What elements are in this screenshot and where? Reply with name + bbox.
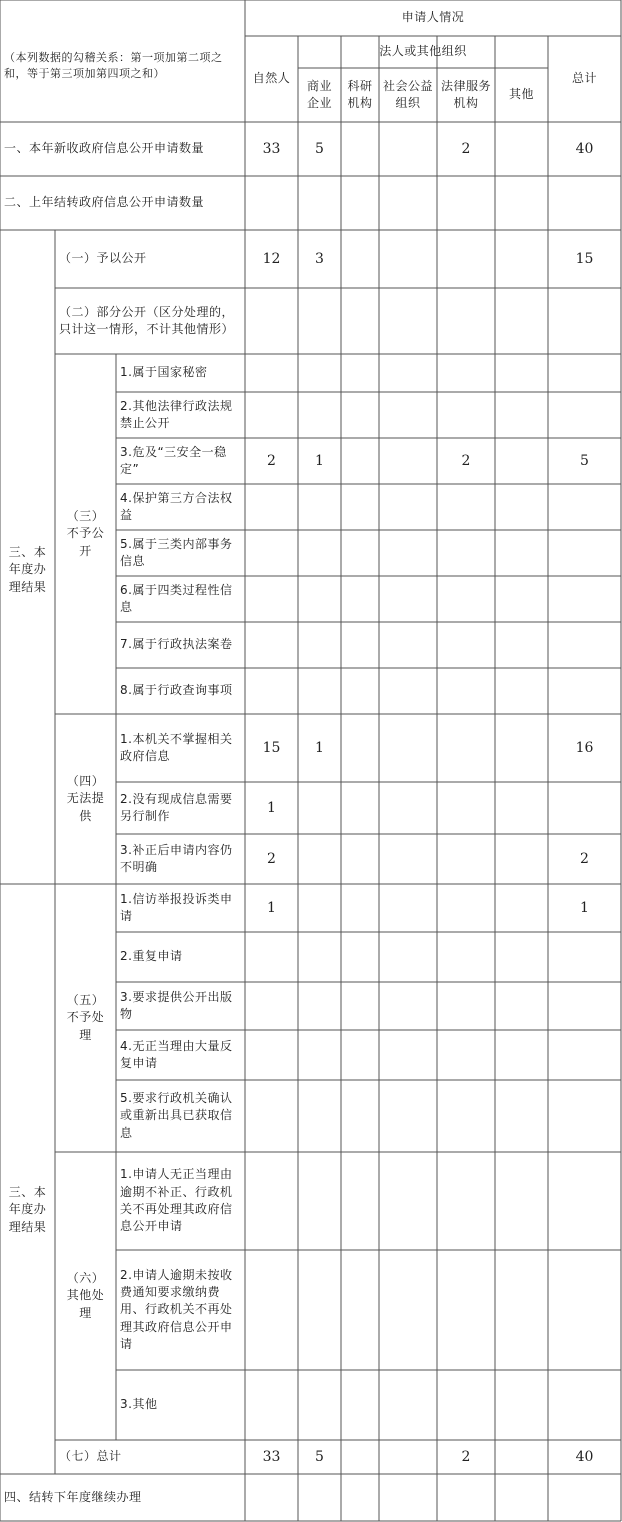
row-new-requests-value-4-text: 2 — [461, 140, 471, 157]
refused-group-item-6-label-text: 6.属于四类过程性信息 — [120, 582, 233, 614]
not-processed-group-item-3-value-0 — [245, 982, 298, 1030]
not-processed-group-item-1-label — [116, 884, 245, 932]
other-group-item-3-value-0 — [245, 1370, 298, 1440]
refused-group-item-1-value-1 — [298, 354, 341, 392]
row-total-value-6 — [548, 1440, 621, 1474]
row-carried-over-value-3 — [379, 176, 437, 230]
not-processed-group-item-4-value-3 — [379, 1030, 437, 1080]
row-new-requests-value-0-text: 33 — [262, 140, 281, 157]
row-carry-forward-value-5 — [495, 1474, 548, 1521]
not-processed-group-item-1-value-3 — [379, 884, 437, 932]
row-total-value-0 — [245, 1440, 298, 1474]
other-group-item-3-value-5 — [495, 1370, 548, 1440]
other-group-item-2-value-4 — [437, 1250, 495, 1370]
not-processed-group-item-5-value-0 — [245, 1080, 298, 1152]
row-total-value-1-text: 5 — [315, 1448, 324, 1465]
refused-group-item-3-value-2 — [341, 438, 379, 484]
row-new-requests-value-6 — [548, 122, 621, 176]
row-disclosed-value-6-text: 15 — [575, 250, 594, 267]
row-new-requests-value-3 — [379, 122, 437, 176]
refused-group-item-8-label-text: 8.属于行政查询事项 — [120, 683, 233, 698]
row-carried-over-value-6 — [548, 176, 621, 230]
not-processed-group-item-3-value-6 — [548, 982, 621, 1030]
refused-group-item-6-value-5 — [495, 576, 548, 622]
row-total-value-5 — [495, 1440, 548, 1474]
header-col-2-text: 科研 机构 — [347, 78, 373, 110]
header-note — [0, 30, 245, 102]
refused-group-item-4-value-6 — [548, 484, 621, 530]
not-processed-group-item-1-value-0-text: 1 — [267, 899, 276, 916]
refused-group-item-5-value-1 — [298, 530, 341, 576]
refused-group-item-4-value-2 — [341, 484, 379, 530]
refused-group-item-8-value-0 — [245, 668, 298, 714]
not-processed-group-item-3-value-2 — [341, 982, 379, 1030]
not-processed-group-item-5-label — [116, 1080, 245, 1152]
not-processed-group-item-2-value-3 — [379, 932, 437, 982]
not-processed-group-item-3-value-5 — [495, 982, 548, 1030]
row-total-value-1 — [298, 1440, 341, 1474]
unavailable-group-item-2-value-5 — [495, 782, 548, 834]
refused-group-item-2-label-text: 2.其他法律行政法规禁止公开 — [120, 398, 233, 430]
row-total-value-3 — [379, 1440, 437, 1474]
section-3-label-bottom-text: 三、本 年度办 理结果 — [8, 1184, 47, 1234]
row-partial-label-text: （二）部分公开（区分处理的，只计这一情形，不计其他情形） — [59, 304, 235, 336]
other-group-item-1-value-5 — [495, 1152, 548, 1250]
refused-group-item-7-value-3 — [379, 622, 437, 668]
refused-group-item-7-value-2 — [341, 622, 379, 668]
unavailable-group-item-1-value-0 — [245, 714, 298, 782]
unavailable-group-label — [55, 714, 116, 884]
refused-group-item-5-value-6 — [548, 530, 621, 576]
not-processed-group-item-3-label — [116, 982, 245, 1030]
refused-group-item-6-label — [116, 576, 245, 622]
row-total-label-text: （七）总计 — [59, 1449, 122, 1464]
row-new-requests-value-1-text: 5 — [315, 140, 324, 157]
unavailable-group-item-3-value-4 — [437, 834, 495, 884]
refused-group-item-1-value-2 — [341, 354, 379, 392]
refused-group-item-5-value-2 — [341, 530, 379, 576]
not-processed-group-item-3-value-1 — [298, 982, 341, 1030]
header-natural-person — [245, 36, 298, 122]
refused-group-item-3-label-text: 3.危及“三安全一稳定” — [120, 444, 227, 476]
unavailable-group-item-3-value-0-text: 2 — [267, 850, 276, 867]
row-carried-over-label — [0, 176, 245, 230]
other-group-item-1-value-6 — [548, 1152, 621, 1250]
row-carried-over-label-text: 二、上年结转政府信息公开申请数量 — [4, 195, 205, 210]
refused-group-item-6-value-0 — [245, 576, 298, 622]
header-col-4-text: 法律服务 机构 — [440, 78, 491, 110]
row-disclosed-value-0 — [245, 230, 298, 288]
other-group-item-2-value-0 — [245, 1250, 298, 1370]
unavailable-group-item-2-value-6 — [548, 782, 621, 834]
not-processed-group-item-2-value-4 — [437, 932, 495, 982]
refused-group-item-5-label — [116, 530, 245, 576]
refused-group-item-8-value-3 — [379, 668, 437, 714]
row-new-requests-value-6-text: 40 — [575, 140, 594, 157]
refused-group-item-7-label — [116, 622, 245, 668]
not-processed-group-item-2-value-2 — [341, 932, 379, 982]
row-new-requests-value-5 — [495, 122, 548, 176]
row-total-value-0-text: 33 — [262, 1448, 281, 1465]
row-disclosed-value-2 — [341, 230, 379, 288]
not-processed-group-item-4-value-6 — [548, 1030, 621, 1080]
row-carried-over-value-4 — [437, 176, 495, 230]
row-new-requests-value-0 — [245, 122, 298, 176]
section-3-label-top-text: 三、本 年度办 理结果 — [8, 544, 47, 594]
refused-group-item-6-value-3 — [379, 576, 437, 622]
unavailable-group-item-3-label-text: 3.补正后申请内容仍不明确 — [120, 842, 233, 874]
unavailable-group-item-1-label — [116, 714, 245, 782]
section-3-label-bottom — [0, 1100, 55, 1320]
refused-group-item-2-value-6 — [548, 392, 621, 438]
refused-group-item-4-value-5 — [495, 484, 548, 530]
unavailable-group-item-2-value-3 — [379, 782, 437, 834]
header-col-1 — [298, 68, 341, 122]
refused-group-item-2-value-1 — [298, 392, 341, 438]
row-disclosed-label — [55, 230, 245, 288]
refused-group-item-3-value-0-text: 2 — [267, 452, 276, 469]
refused-group-item-3-value-5 — [495, 438, 548, 484]
other-group-label-text: （六） 其他处 理 — [66, 1270, 105, 1320]
refused-group-item-4-label-text: 4.保护第三方合法权益 — [120, 490, 233, 522]
refused-group-item-3-value-3 — [379, 438, 437, 484]
unavailable-group-item-1-label-text: 1.本机关不掌握相关政府信息 — [120, 731, 233, 763]
row-disclosed-value-4 — [437, 230, 495, 288]
not-processed-group-item-3-label-text: 3.要求提供公开出版物 — [120, 989, 233, 1021]
unavailable-group-item-1-value-5 — [495, 714, 548, 782]
row-disclosed-value-0-text: 12 — [262, 250, 281, 267]
row-carry-forward-value-0 — [245, 1474, 298, 1521]
refused-group-item-5-value-0 — [245, 530, 298, 576]
not-processed-group-item-2-value-1 — [298, 932, 341, 982]
header-legal-org-text: 法人或其他组织 — [379, 44, 467, 59]
refused-group-item-2-value-3 — [379, 392, 437, 438]
refused-group-item-3-value-4 — [437, 438, 495, 484]
refused-group-item-3-value-6-text: 5 — [580, 452, 589, 469]
not-processed-group-item-1-value-0 — [245, 884, 298, 932]
unavailable-group-item-1-value-3 — [379, 714, 437, 782]
not-processed-group-label — [55, 884, 116, 1152]
not-processed-group-item-2-label — [116, 932, 245, 982]
row-new-requests-value-2 — [341, 122, 379, 176]
other-group-item-2-value-1 — [298, 1250, 341, 1370]
not-processed-group-item-3-value-3 — [379, 982, 437, 1030]
row-carry-forward-label-text: 四、结转下年度继续办理 — [4, 1489, 142, 1504]
refused-group-item-7-value-0 — [245, 622, 298, 668]
row-carry-forward-value-4 — [437, 1474, 495, 1521]
not-processed-group-item-5-value-3 — [379, 1080, 437, 1152]
row-new-requests-value-4 — [437, 122, 495, 176]
refused-group-item-3-value-0 — [245, 438, 298, 484]
other-group-item-1-value-1 — [298, 1152, 341, 1250]
not-processed-group-item-5-value-2 — [341, 1080, 379, 1152]
unavailable-group-item-3-value-2 — [341, 834, 379, 884]
not-processed-group-item-5-value-6 — [548, 1080, 621, 1152]
header-col-3 — [379, 68, 437, 122]
refused-group-item-1-value-6 — [548, 354, 621, 392]
unavailable-group-item-2-label — [116, 782, 245, 834]
refused-group-item-2-value-0 — [245, 392, 298, 438]
unavailable-group-item-2-label-text: 2.没有现成信息需要另行制作 — [120, 791, 233, 823]
row-carried-over-value-2 — [341, 176, 379, 230]
refused-group-item-1-value-5 — [495, 354, 548, 392]
row-carry-forward-value-3 — [379, 1474, 437, 1521]
unavailable-group-item-1-value-4 — [437, 714, 495, 782]
not-processed-group-item-2-label-text: 2.重复申请 — [120, 949, 183, 964]
not-processed-group-item-1-label-text: 1.信访举报投诉类申请 — [120, 891, 233, 923]
refused-group-item-1-value-4 — [437, 354, 495, 392]
other-group-item-1-value-4 — [437, 1152, 495, 1250]
unavailable-group-item-2-value-0 — [245, 782, 298, 834]
row-partial-value-0 — [245, 288, 298, 354]
other-group-item-2-value-5 — [495, 1250, 548, 1370]
not-processed-group-item-1-value-4 — [437, 884, 495, 932]
refused-group-item-7-label-text: 7.属于行政执法案卷 — [120, 637, 233, 652]
header-natural-person-text: 自然人 — [252, 71, 291, 86]
row-partial-label — [55, 288, 245, 354]
refused-group-item-2-value-2 — [341, 392, 379, 438]
unavailable-group-item-1-value-2 — [341, 714, 379, 782]
not-processed-group-item-5-label-text: 5.要求行政机关确认或重新出具已获取信息 — [120, 1090, 233, 1140]
other-group-item-2-value-2 — [341, 1250, 379, 1370]
header-col-3-text: 社会公益 组织 — [382, 78, 433, 110]
not-processed-group-item-2-value-5 — [495, 932, 548, 982]
refused-group-item-8-label — [116, 668, 245, 714]
refused-group-item-6-value-1 — [298, 576, 341, 622]
not-processed-group-item-1-value-5 — [495, 884, 548, 932]
refused-group-item-3-value-1-text: 1 — [315, 452, 324, 469]
row-carried-over-value-1 — [298, 176, 341, 230]
not-processed-group-item-2-value-0 — [245, 932, 298, 982]
not-processed-group-label-text: （五） 不予处 理 — [66, 992, 105, 1042]
refused-group-item-4-value-3 — [379, 484, 437, 530]
unavailable-group-item-3-value-1 — [298, 834, 341, 884]
row-carry-forward-value-2 — [341, 1474, 379, 1521]
refused-group-item-6-value-4 — [437, 576, 495, 622]
header-applicant-situation — [245, 0, 621, 36]
other-group-item-1-value-3 — [379, 1152, 437, 1250]
header-note-text: （本列数据的勾稽关系：第一项加第二项之和，等于第三项加第四项之和） — [4, 50, 223, 80]
other-group-item-3-value-2 — [341, 1370, 379, 1440]
refused-group-item-1-label-text: 1.属于国家秘密 — [120, 365, 208, 380]
row-new-requests-value-1 — [298, 122, 341, 176]
refused-group-item-6-value-2 — [341, 576, 379, 622]
other-group-item-3-value-6 — [548, 1370, 621, 1440]
row-carry-forward-value-1 — [298, 1474, 341, 1521]
unavailable-group-item-2-value-2 — [341, 782, 379, 834]
not-processed-group-item-4-value-0 — [245, 1030, 298, 1080]
refused-group-item-5-label-text: 5.属于三类内部事务信息 — [120, 536, 233, 568]
unavailable-group-item-3-value-6 — [548, 834, 621, 884]
row-total-value-4-text: 2 — [461, 1448, 471, 1465]
row-total-value-6-text: 40 — [575, 1448, 594, 1465]
other-group-item-3-value-3 — [379, 1370, 437, 1440]
unavailable-group-item-1-value-0-text: 15 — [262, 739, 281, 756]
unavailable-group-item-1-value-1 — [298, 714, 341, 782]
row-total-label — [55, 1440, 245, 1474]
refused-group-item-2-value-4 — [437, 392, 495, 438]
row-carry-forward-label — [0, 1474, 245, 1521]
row-disclosed-label-text: （一）予以公开 — [59, 251, 147, 266]
other-group-item-1-value-2 — [341, 1152, 379, 1250]
row-carried-over-value-0 — [245, 176, 298, 230]
refused-group-item-2-value-5 — [495, 392, 548, 438]
refused-group-item-4-label — [116, 484, 245, 530]
refused-group-item-4-value-4 — [437, 484, 495, 530]
not-processed-group-item-4-value-4 — [437, 1030, 495, 1080]
refused-group-item-8-value-4 — [437, 668, 495, 714]
not-processed-group-item-4-value-1 — [298, 1030, 341, 1080]
not-processed-group-item-1-value-6 — [548, 884, 621, 932]
unavailable-group-item-3-label — [116, 834, 245, 884]
header-total-text: 总计 — [571, 71, 597, 86]
row-partial-value-6 — [548, 288, 621, 354]
unavailable-group-item-2-value-1 — [298, 782, 341, 834]
row-carry-forward-value-6 — [548, 1474, 621, 1521]
row-carried-over-value-5 — [495, 176, 548, 230]
unavailable-group-item-3-value-6-text: 2 — [580, 850, 589, 867]
refused-group-item-2-label — [116, 392, 245, 438]
not-processed-group-item-1-value-2 — [341, 884, 379, 932]
row-new-requests-label — [0, 122, 245, 176]
row-disclosed-value-1 — [298, 230, 341, 288]
header-col-4 — [437, 68, 495, 122]
section-3-label-top — [0, 470, 55, 670]
other-group-item-1-value-0 — [245, 1152, 298, 1250]
not-processed-group-item-2-value-6 — [548, 932, 621, 982]
refused-group-item-6-value-6 — [548, 576, 621, 622]
not-processed-group-item-4-value-2 — [341, 1030, 379, 1080]
not-processed-group-item-4-label — [116, 1030, 245, 1080]
refused-group-item-5-value-3 — [379, 530, 437, 576]
refused-group-item-3-value-1 — [298, 438, 341, 484]
not-processed-group-item-5-value-4 — [437, 1080, 495, 1152]
refused-group-label-text: （三） 不予公 开 — [66, 508, 105, 558]
not-processed-group-item-3-value-4 — [437, 982, 495, 1030]
other-group-item-2-value-3 — [379, 1250, 437, 1370]
row-partial-value-1 — [298, 288, 341, 354]
not-processed-group-item-1-value-1 — [298, 884, 341, 932]
header-col-5 — [495, 68, 548, 122]
other-group-item-2-label — [116, 1250, 245, 1370]
not-processed-group-item-5-value-5 — [495, 1080, 548, 1152]
refused-group-item-8-value-6 — [548, 668, 621, 714]
other-group-item-1-label — [116, 1152, 245, 1250]
row-partial-value-4 — [437, 288, 495, 354]
not-processed-group-item-4-label-text: 4.无正当理由大量反复申请 — [120, 1038, 233, 1070]
refused-group-item-8-value-1 — [298, 668, 341, 714]
refused-group-item-3-value-6 — [548, 438, 621, 484]
header-legal-org — [298, 36, 548, 68]
refused-group-item-4-value-1 — [298, 484, 341, 530]
refused-group-item-8-value-2 — [341, 668, 379, 714]
row-partial-value-3 — [379, 288, 437, 354]
other-group-label — [55, 1152, 116, 1440]
unavailable-group-item-2-value-4 — [437, 782, 495, 834]
other-group-item-1-label-text: 1.申请人无正当理由逾期不补正、行政机关不再处理其政府信息公开申请 — [120, 1167, 233, 1234]
refused-group-item-8-value-5 — [495, 668, 548, 714]
row-disclosed-value-3 — [379, 230, 437, 288]
row-disclosed-value-6 — [548, 230, 621, 288]
refused-group-item-3-value-4-text: 2 — [461, 452, 471, 469]
unavailable-group-item-3-value-0 — [245, 834, 298, 884]
other-group-item-3-label — [116, 1370, 245, 1440]
unavailable-group-label-text: （四） 无法提 供 — [66, 773, 105, 823]
other-group-item-3-label-text: 3.其他 — [120, 1397, 158, 1412]
row-partial-value-5 — [495, 288, 548, 354]
refused-group-item-1-label — [116, 354, 245, 392]
refused-group-item-7-value-6 — [548, 622, 621, 668]
row-total-value-4 — [437, 1440, 495, 1474]
header-col-1-text: 商业 企业 — [306, 78, 332, 110]
other-group-item-3-value-1 — [298, 1370, 341, 1440]
refused-group-label — [55, 354, 116, 714]
header-col-2 — [341, 68, 379, 122]
not-processed-group-item-4-value-5 — [495, 1030, 548, 1080]
other-group-item-2-label-text: 2.申请人逾期未按收费通知要求缴纳费用、行政机关不再处理其政府信息公开申请 — [120, 1267, 233, 1352]
unavailable-group-item-3-value-3 — [379, 834, 437, 884]
not-processed-group-item-5-value-1 — [298, 1080, 341, 1152]
other-group-item-2-value-6 — [548, 1250, 621, 1370]
row-disclosed-value-1-text: 3 — [315, 250, 324, 267]
unavailable-group-item-1-value-1-text: 1 — [315, 739, 324, 756]
refused-group-item-3-label — [116, 438, 245, 484]
header-total — [548, 36, 621, 122]
row-partial-value-2 — [341, 288, 379, 354]
header-applicant-situation-text: 申请人情况 — [401, 10, 465, 25]
refused-group-item-7-value-5 — [495, 622, 548, 668]
refused-group-item-7-value-4 — [437, 622, 495, 668]
refused-group-item-4-value-0 — [245, 484, 298, 530]
refused-group-item-5-value-5 — [495, 530, 548, 576]
refused-group-item-1-value-0 — [245, 354, 298, 392]
refused-group-item-1-value-3 — [379, 354, 437, 392]
unavailable-group-item-1-value-6-text: 16 — [575, 739, 594, 756]
unavailable-group-item-1-value-6 — [548, 714, 621, 782]
not-processed-group-item-1-value-6-text: 1 — [580, 899, 589, 916]
refused-group-item-7-value-1 — [298, 622, 341, 668]
row-total-value-2 — [341, 1440, 379, 1474]
unavailable-group-item-2-value-0-text: 1 — [267, 799, 276, 816]
refused-group-item-5-value-4 — [437, 530, 495, 576]
unavailable-group-item-3-value-5 — [495, 834, 548, 884]
header-col-5-text: 其他 — [508, 87, 534, 102]
other-group-item-3-value-4 — [437, 1370, 495, 1440]
row-disclosed-value-5 — [495, 230, 548, 288]
row-new-requests-label-text: 一、本年新收政府信息公开申请数量 — [4, 141, 205, 156]
